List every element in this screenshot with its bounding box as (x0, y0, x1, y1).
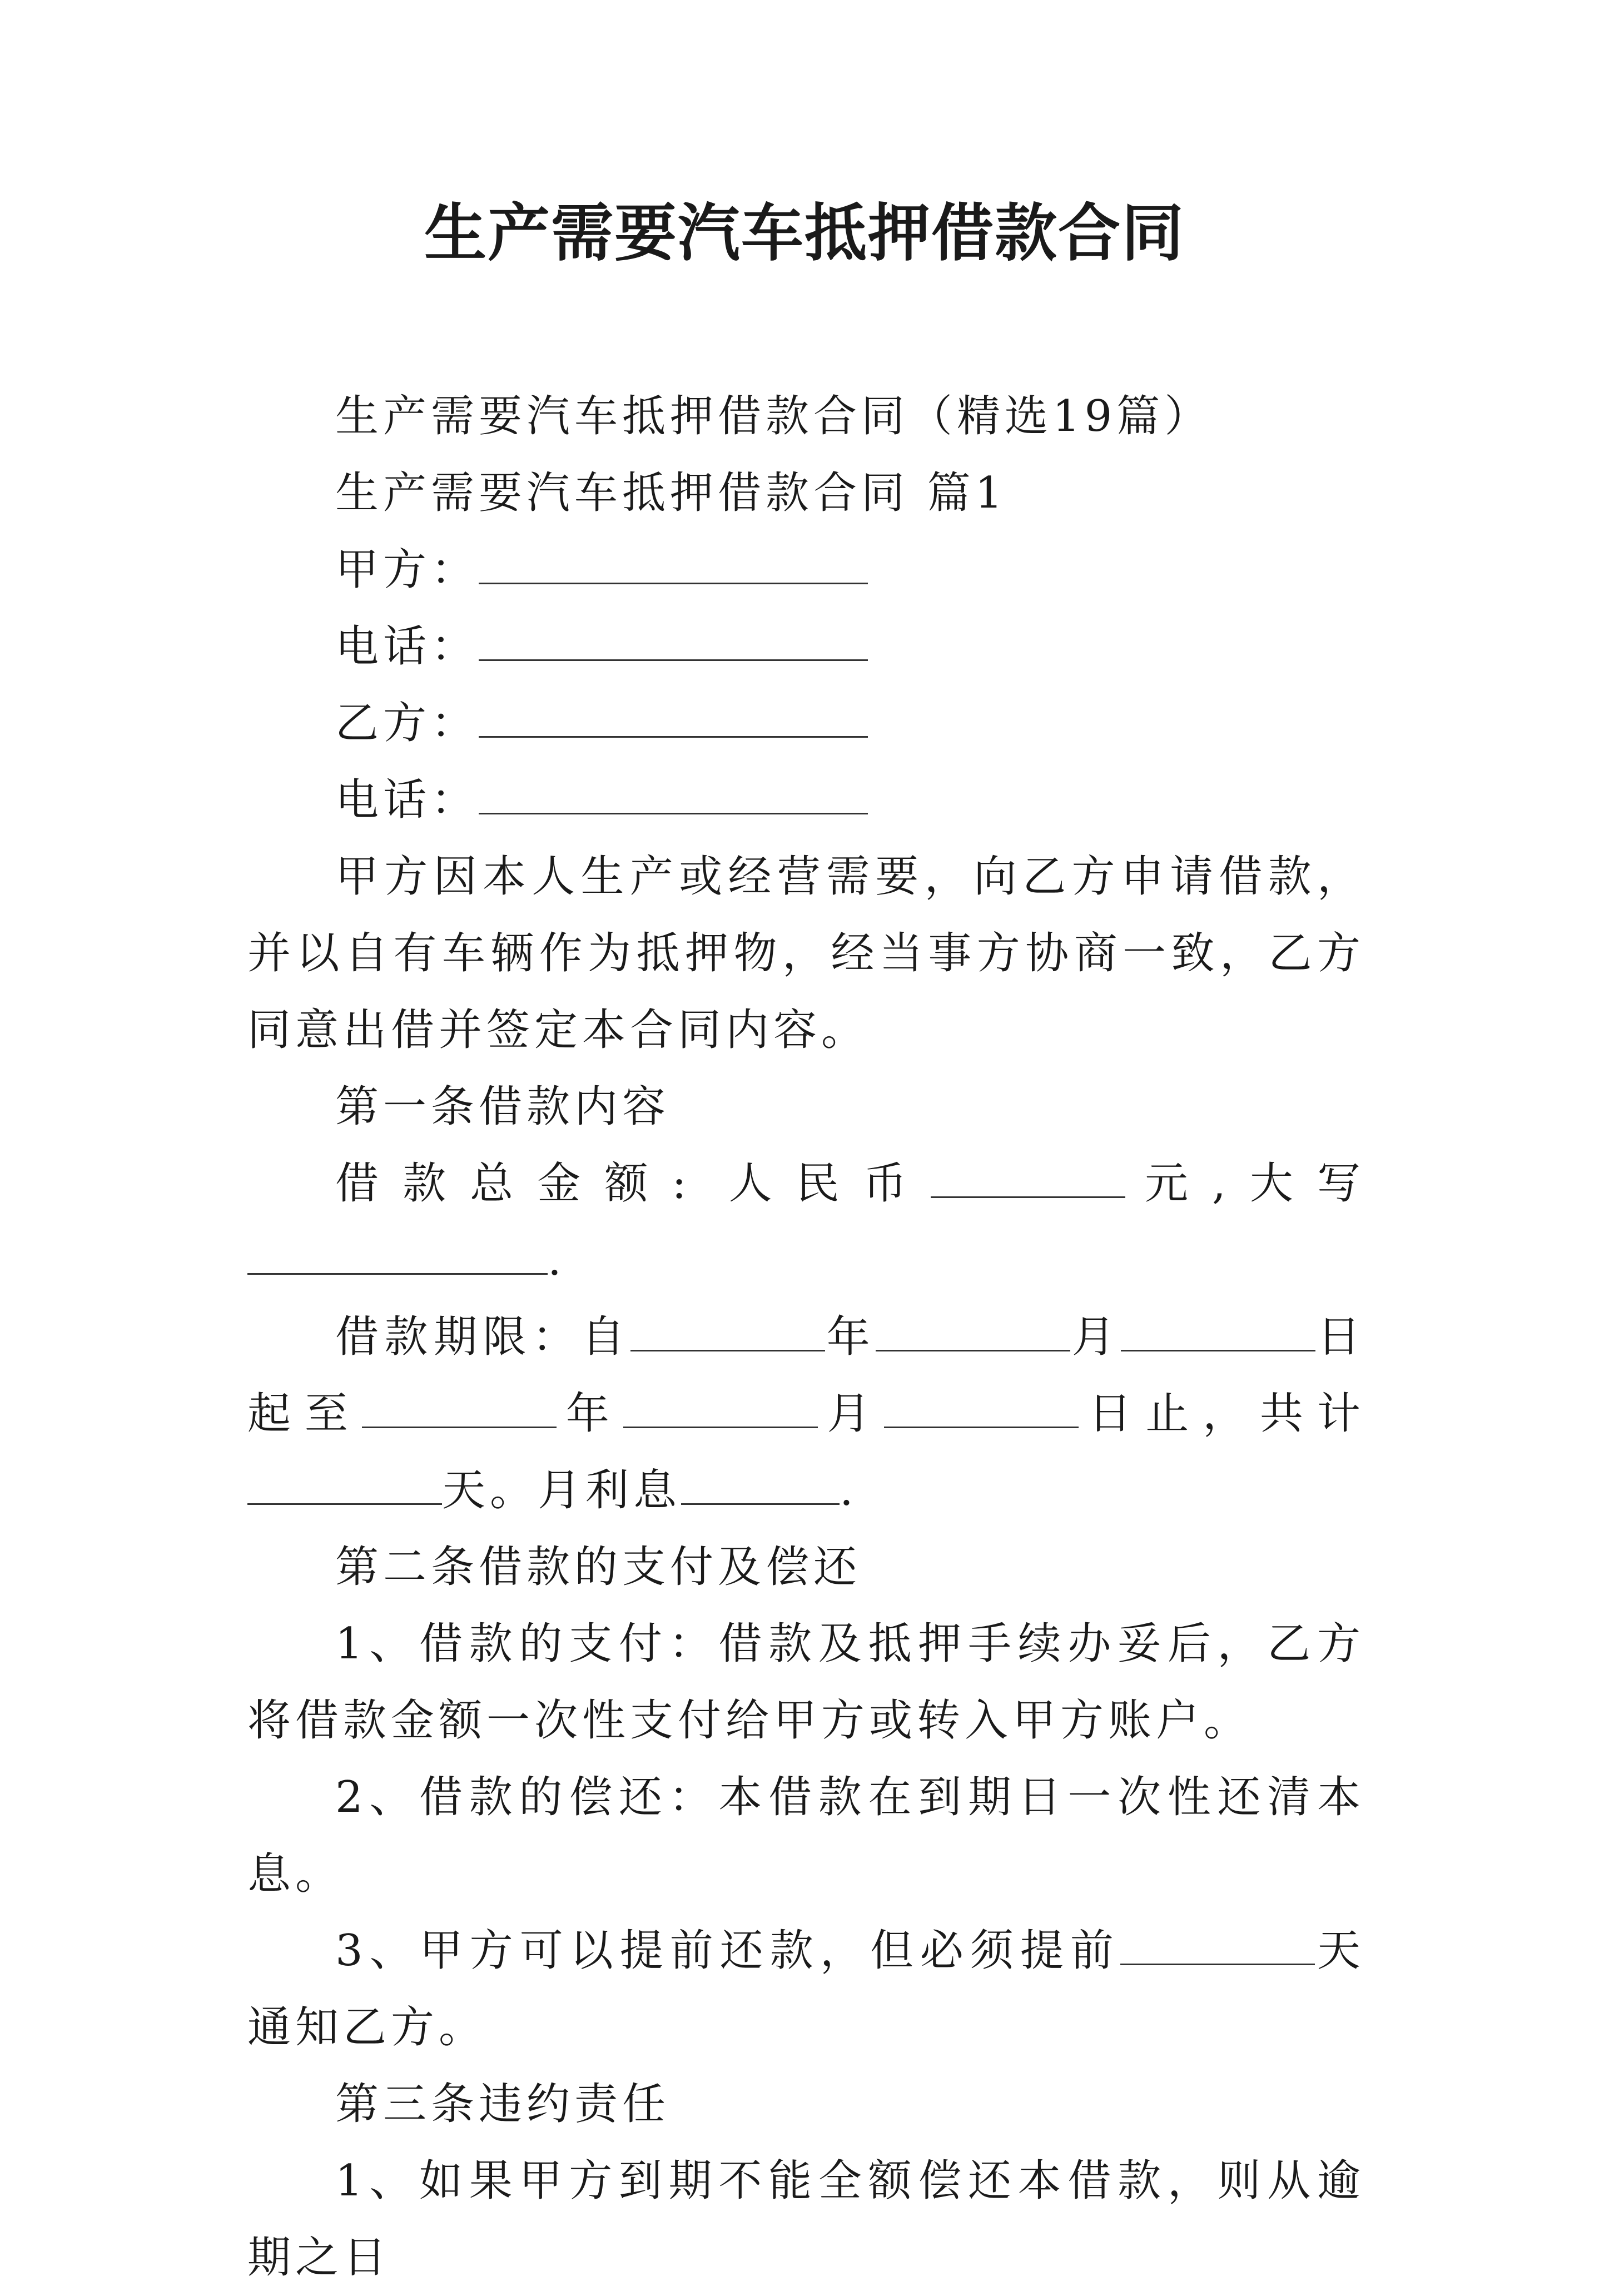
party-label: 电话： (335, 775, 479, 825)
document-body (247, 378, 1365, 2296)
article-2-item-2: 2、借款的偿还：本借款在到期日一次性还清本息。 (247, 1772, 1365, 1899)
party-label: 电话： (335, 622, 479, 672)
prepay-notice-label: 3、甲方可以提前还款，但必须提前 (335, 1926, 1120, 1976)
year-label: 年 (825, 1312, 876, 1362)
article-2-heading: 第二条借款的支付及偿还 (335, 1542, 862, 1592)
party-a-phone-blank (479, 620, 868, 661)
term-label: 借款期限：自 (335, 1312, 631, 1362)
amount-words-label: 元,大写 (1125, 1159, 1365, 1209)
article-2-item-1: 1、借款的支付：借款及抵押手续办妥后，乙方将借款金额一次性支付给甲方或转入甲方账户。 (247, 1619, 1365, 1746)
interest-end: . (840, 1465, 858, 1515)
amount-figure-blank (931, 1157, 1125, 1198)
month-label: 月 (817, 1389, 885, 1439)
party-b-blank (479, 697, 868, 738)
article-3-item-1: 1、如果甲方到期不能全额偿还本借款，则从逾期之日 (247, 2156, 1365, 2283)
day-from-label: 日起至 (247, 1312, 1365, 1439)
end-month-blank (623, 1388, 818, 1428)
article-1-heading: 第一条借款内容 (335, 1082, 671, 1132)
amount-end: . (548, 1235, 566, 1285)
party-line-a (247, 531, 1365, 608)
party-a-blank (479, 544, 868, 584)
article-3-heading: 第三条违约责任 (335, 2079, 671, 2129)
party-line-b (247, 685, 1365, 762)
party-label: 乙方： (335, 698, 479, 748)
month-label: 月 (1070, 1312, 1121, 1362)
year-label: 年 (556, 1389, 623, 1439)
end-year-blank (362, 1388, 557, 1428)
monthly-interest-blank (681, 1464, 840, 1505)
loan-term-paragraph (247, 1299, 1365, 1529)
amount-words-blank (247, 1234, 548, 1275)
notice-days-blank (1120, 1925, 1315, 1965)
intro-paragraph: 甲方因本人生产或经营需要，向乙方申请借款，并以自有车辆作为抵押物，经当事方协商一致，乙方同意出借并签定本合同内容。 (247, 852, 1365, 1055)
start-year-blank (630, 1311, 825, 1351)
article-2-item-3 (247, 1912, 1365, 2066)
party-line-b-phone (247, 762, 1365, 838)
start-day-blank (1121, 1311, 1315, 1351)
end-day-blank (884, 1388, 1079, 1428)
loan-amount-label: 借款总金额: 人民币 (335, 1159, 931, 1209)
subtitle: 生产需要汽车抵押借款合同（精选19篇） (335, 391, 1213, 441)
total-days-blank (247, 1464, 442, 1505)
prepay-notice-suffix: 天通知乙方。 (247, 1926, 1365, 2053)
party-b-phone-blank (479, 774, 868, 814)
section-heading: 生产需要汽车抵押借款合同 篇1 (335, 468, 1007, 518)
document-title: 生产需要汽车抵押借款合同 (424, 197, 1185, 270)
day-to-label: 日止，共计 (1079, 1389, 1365, 1439)
loan-amount-line (247, 1145, 1365, 1299)
start-month-blank (876, 1311, 1070, 1351)
party-label: 甲方： (335, 545, 479, 595)
days-interest-label: 天。月利息 (442, 1465, 682, 1515)
party-line-a-phone (247, 608, 1365, 685)
